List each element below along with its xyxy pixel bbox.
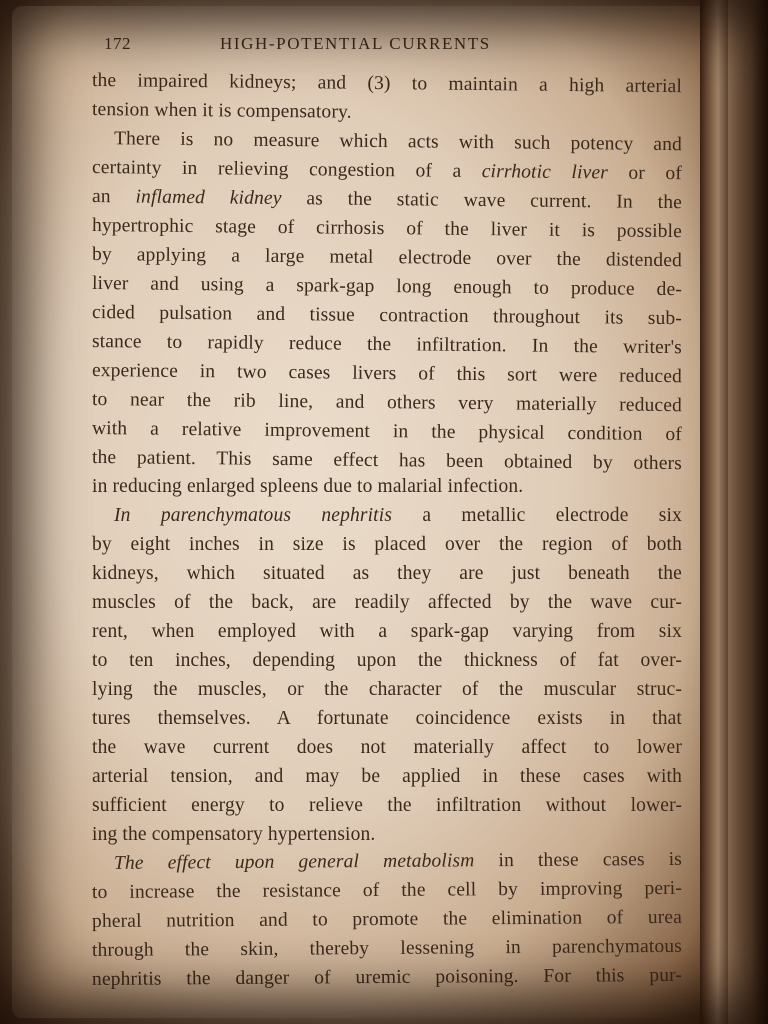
text-run: by applying a large metal electrode over the distended [91,244,683,272]
italic-phrase: inflamed kidney [135,186,282,209]
text-line [92,617,682,646]
text-run: with a relative improvement in the physical condition of [91,418,683,446]
text-run: ing the compensatory hypertension. [92,824,376,845]
text-run: the impaired kidneys; and (3) to maintain a high arterial [91,70,683,98]
text-run: or of [607,162,683,185]
text-run: stance to rapidly reduce the infiltration. In the writer's [91,331,683,359]
text-run: in reducing enlarged spleens due to malarial infection. [92,476,524,497]
text-run: a metallic electrode six [392,505,682,526]
book-gutter [700,0,730,1024]
text-run: muscles of the back, are readily affected by the wave cur- [92,592,682,613]
text-line [92,874,682,907]
text-run: through the skin, thereby lessening in parenchymatous [91,935,683,961]
text-run: liver and using a spark-gap long enough to produce de- [91,273,683,301]
text-line [92,704,682,733]
text-line [92,762,682,791]
text-run: cided pulsation and tissue contraction throughout its sub- [91,302,683,330]
text-run: sufficient energy to relieve the infiltration without lower- [92,795,682,816]
text-line [92,932,682,965]
text-run: hypertrophic stage of cirrhosis of the liver it is possible [91,215,683,243]
italic-phrase: cirrhotic liver [481,161,609,184]
text-line [92,588,682,617]
text-run: the wave current does not materially affect to lower [92,737,682,758]
text-run: to increase the resistance of the cell by improving peri- [91,877,683,903]
text-line [92,675,682,704]
text-line [92,443,682,478]
text-line [92,903,682,936]
text-line [92,646,682,675]
running-head: HIGH-POTENTIAL CURRENTS [220,34,491,53]
text-run: the patient. This same effect has been obtained by others [91,447,683,475]
text-line [92,733,682,762]
text-run: arterial tension, and may be applied in these cases with [92,766,682,787]
page-number: 172 [104,34,131,53]
text-run: There is no measure which acts with such potency and [113,128,683,156]
italic-phrase: In parenchymatous nephritis [114,505,393,526]
text-run: tures themselves. A fortunate coincidence exists in that [92,708,682,729]
text-run: kidneys, which situated as they are just beneath the [92,563,682,584]
text-run: experience in two cases livers of this sort were reduced [91,360,683,388]
text-run: by eight inches in size is placed over the region of both [92,534,682,555]
text-run: as the static wave current. In the [281,187,683,214]
text-line [92,961,682,994]
text-line [92,791,682,820]
page-header [92,30,682,64]
text-run: an [91,186,136,208]
text-line [92,845,682,878]
text-run: rent, when employed with a spark-gap varying from six [92,621,682,642]
text-run: pheral nutrition and to promote the elimination of urea [91,906,683,932]
text-run: certainty in relieving congestion of a [91,157,482,183]
text-run: to ten inches, depending upon the thickness of fat over- [92,650,682,671]
text-run: to near the rib line, and others very materially reduced [91,389,683,417]
text-run: in these cases is [474,848,683,872]
text-line [92,501,682,530]
text-line [92,559,682,588]
body-text [92,66,682,994]
text-run: lying the muscles, or the character of the muscular struc- [92,679,682,700]
page-text [92,30,682,994]
facing-page-edge [728,0,768,1024]
italic-phrase: The effect upon general metabolism [113,850,475,874]
text-line [92,530,682,559]
text-run: tension when it is compensatory. [91,99,352,123]
text-run: nephritis the danger of uremic poisoning. For this pur- [91,964,683,990]
